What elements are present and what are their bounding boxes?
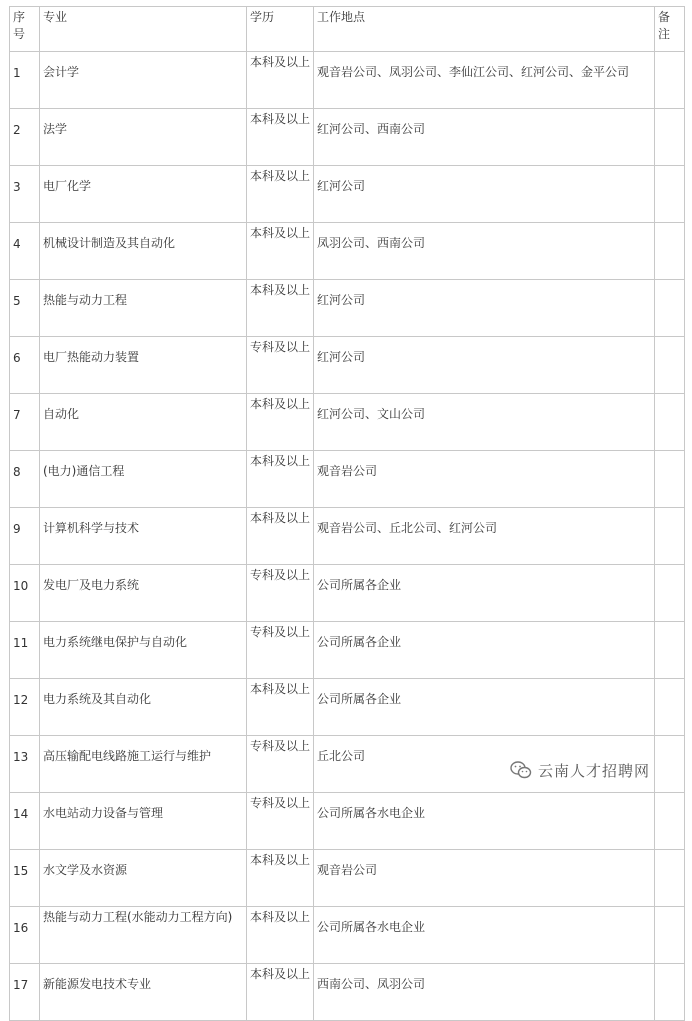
cell-location: 观音岩公司、凤羽公司、李仙江公司、红河公司、金平公司 — [314, 52, 655, 109]
cell-major: 法学 — [40, 109, 247, 166]
cell-no: 4 — [10, 223, 40, 280]
cell-location: 红河公司 — [314, 280, 655, 337]
cell-major: 热能与动力工程(水能动力工程方向) — [40, 907, 247, 964]
cell-education: 本科及以上 — [247, 280, 314, 337]
cell-no: 13 — [10, 736, 40, 793]
cell-remarks — [655, 964, 685, 1021]
table-header-row — [10, 7, 685, 52]
cell-major: 发电厂及电力系统 — [40, 565, 247, 622]
cell-location: 丘北公司 — [314, 736, 655, 793]
cell-remarks — [655, 166, 685, 223]
cell-no: 10 — [10, 565, 40, 622]
cell-no: 2 — [10, 109, 40, 166]
cell-location: 观音岩公司 — [314, 850, 655, 907]
cell-education: 本科及以上 — [247, 52, 314, 109]
cell-education: 本科及以上 — [247, 679, 314, 736]
cell-remarks — [655, 793, 685, 850]
cell-no: 9 — [10, 508, 40, 565]
cell-education: 专科及以上 — [247, 622, 314, 679]
cell-major: 电力系统及其自动化 — [40, 679, 247, 736]
cell-education: 本科及以上 — [247, 394, 314, 451]
cell-location: 公司所属各水电企业 — [314, 907, 655, 964]
table-row — [10, 223, 685, 280]
cell-major: 高压输配电线路施工运行与维护 — [40, 736, 247, 793]
table-row — [10, 52, 685, 109]
table-row — [10, 964, 685, 1021]
cell-education: 专科及以上 — [247, 793, 314, 850]
table-row — [10, 793, 685, 850]
table-row — [10, 850, 685, 907]
header-remarks: 备注 — [655, 7, 685, 52]
cell-remarks — [655, 451, 685, 508]
cell-no: 1 — [10, 52, 40, 109]
cell-location: 凤羽公司、西南公司 — [314, 223, 655, 280]
table-row — [10, 907, 685, 964]
cell-education: 专科及以上 — [247, 565, 314, 622]
cell-no: 12 — [10, 679, 40, 736]
cell-no: 14 — [10, 793, 40, 850]
cell-location: 观音岩公司、丘北公司、红河公司 — [314, 508, 655, 565]
watermark — [510, 758, 650, 782]
header-no: 序号 — [10, 7, 40, 52]
cell-remarks — [655, 907, 685, 964]
cell-major: 电力系统继电保护与自动化 — [40, 622, 247, 679]
table-row — [10, 508, 685, 565]
table-row — [10, 451, 685, 508]
cell-education: 专科及以上 — [247, 337, 314, 394]
cell-location: 红河公司、文山公司 — [314, 394, 655, 451]
cell-major: 新能源发电技术专业 — [40, 964, 247, 1021]
table-row — [10, 394, 685, 451]
table-row — [10, 109, 685, 166]
table-row — [10, 679, 685, 736]
cell-major: 自动化 — [40, 394, 247, 451]
table-row — [10, 565, 685, 622]
cell-remarks — [655, 622, 685, 679]
cell-location: 红河公司 — [314, 337, 655, 394]
cell-location: 西南公司、凤羽公司 — [314, 964, 655, 1021]
cell-no: 17 — [10, 964, 40, 1021]
cell-location: 公司所属各水电企业 — [314, 793, 655, 850]
cell-no: 8 — [10, 451, 40, 508]
header-location: 工作地点 — [314, 7, 655, 52]
cell-location: 红河公司 — [314, 166, 655, 223]
cell-major: (电力)通信工程 — [40, 451, 247, 508]
cell-no: 3 — [10, 166, 40, 223]
table-row — [10, 166, 685, 223]
table-row — [10, 280, 685, 337]
cell-education: 本科及以上 — [247, 850, 314, 907]
cell-education: 本科及以上 — [247, 907, 314, 964]
cell-location: 公司所属各企业 — [314, 622, 655, 679]
cell-major: 机械设计制造及其自动化 — [40, 223, 247, 280]
cell-remarks — [655, 679, 685, 736]
cell-remarks — [655, 565, 685, 622]
cell-remarks — [655, 337, 685, 394]
cell-education: 本科及以上 — [247, 223, 314, 280]
cell-education: 专科及以上 — [247, 736, 314, 793]
cell-remarks — [655, 850, 685, 907]
cell-major: 电厂化学 — [40, 166, 247, 223]
cell-no: 16 — [10, 907, 40, 964]
cell-education: 本科及以上 — [247, 964, 314, 1021]
cell-remarks — [655, 109, 685, 166]
cell-location: 公司所属各企业 — [314, 679, 655, 736]
cell-remarks — [655, 52, 685, 109]
header-major: 专业 — [40, 7, 247, 52]
cell-location: 观音岩公司 — [314, 451, 655, 508]
cell-remarks — [655, 736, 685, 793]
cell-no: 15 — [10, 850, 40, 907]
cell-location: 公司所属各企业 — [314, 565, 655, 622]
cell-major: 会计学 — [40, 52, 247, 109]
cell-remarks — [655, 508, 685, 565]
cell-education: 本科及以上 — [247, 109, 314, 166]
cell-major: 电厂热能动力装置 — [40, 337, 247, 394]
cell-education: 本科及以上 — [247, 166, 314, 223]
header-education: 学历 — [247, 7, 314, 52]
cell-remarks — [655, 280, 685, 337]
cell-no: 7 — [10, 394, 40, 451]
jobs-table — [9, 6, 685, 1021]
wechat-icon — [510, 760, 532, 780]
cell-major: 热能与动力工程 — [40, 280, 247, 337]
cell-major: 水电站动力设备与管理 — [40, 793, 247, 850]
cell-major: 计算机科学与技术 — [40, 508, 247, 565]
cell-education: 本科及以上 — [247, 451, 314, 508]
cell-major: 水文学及水资源 — [40, 850, 247, 907]
cell-no: 11 — [10, 622, 40, 679]
watermark-text: 云南人才招聘网 — [538, 761, 651, 780]
cell-remarks — [655, 223, 685, 280]
cell-remarks — [655, 394, 685, 451]
table-row — [10, 337, 685, 394]
cell-no: 6 — [10, 337, 40, 394]
cell-location: 红河公司、西南公司 — [314, 109, 655, 166]
cell-education: 本科及以上 — [247, 508, 314, 565]
table-row — [10, 622, 685, 679]
cell-no: 5 — [10, 280, 40, 337]
